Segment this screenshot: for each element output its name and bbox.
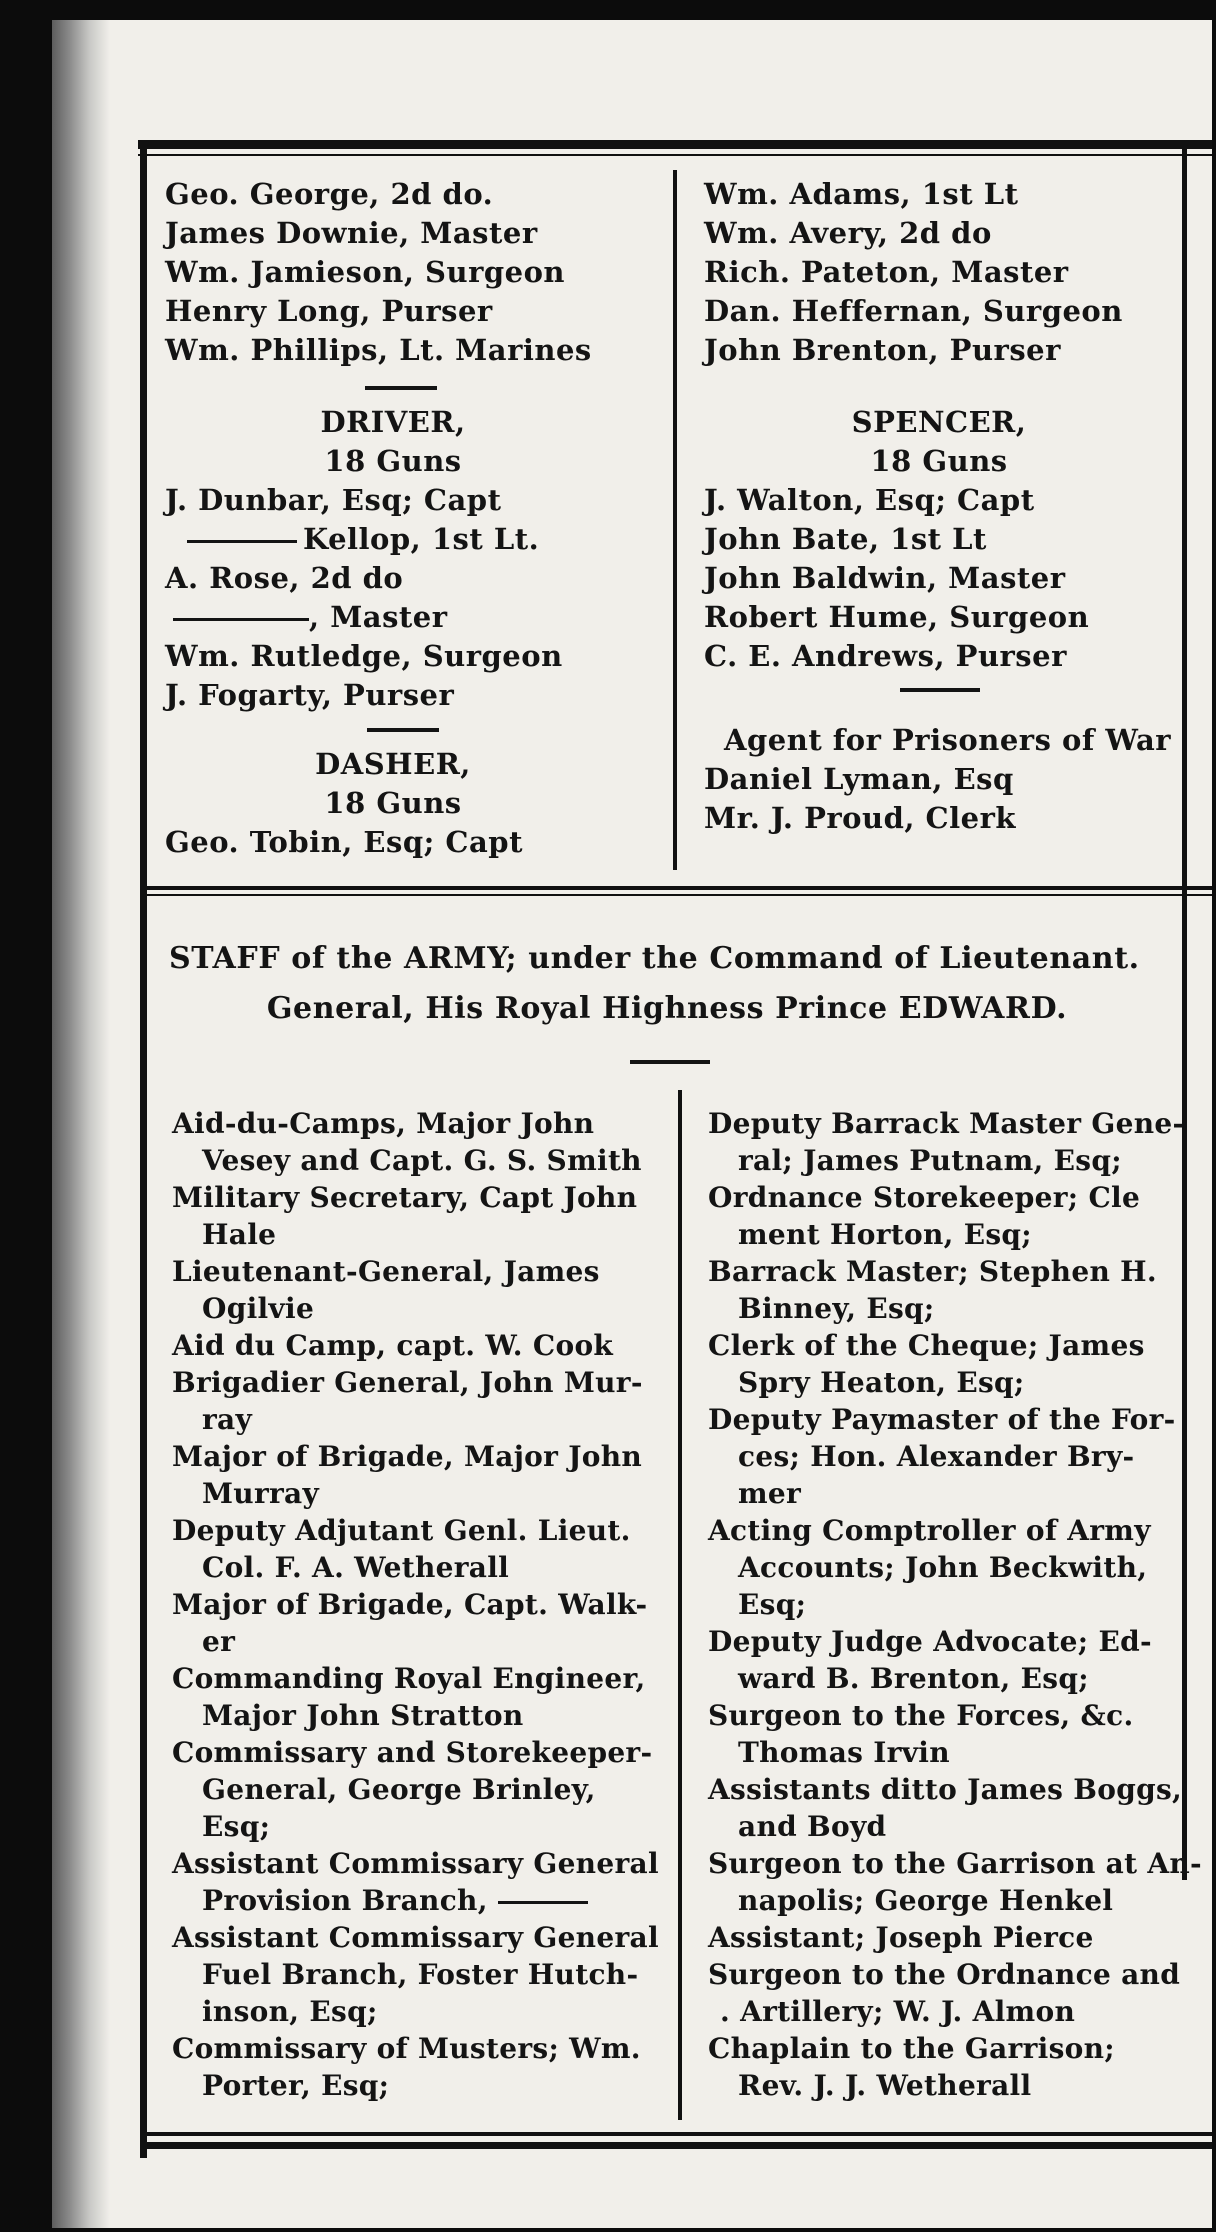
staff-line: Vesey and Capt. G. S. Smith — [202, 1144, 642, 1177]
officer-line-text: , Master — [309, 600, 448, 634]
staff-line: ment Horton, Esq; — [738, 1218, 1032, 1251]
page-binding-shadow — [52, 20, 110, 2228]
frame-bottom-rule-thick — [140, 2142, 1212, 2149]
agent-heading: Agent for Prisoners of War — [724, 723, 1172, 757]
staff-line: Esq; — [202, 1810, 271, 1843]
staff-line: Brigadier General, John Mur- — [172, 1366, 643, 1399]
ship-guns-spencer: 18 Guns — [870, 444, 1008, 478]
officer-line: Wm. Jamieson, Surgeon — [165, 255, 566, 289]
staff-line: Acting Comptroller of Army — [708, 1514, 1151, 1547]
ship-name-spencer: SPENCER, — [851, 405, 1027, 439]
staff-line: Spry Heaton, Esq; — [738, 1366, 1025, 1399]
staff-line: Deputy Adjutant Genl. Lieut. — [172, 1514, 631, 1547]
officer-line: Robert Hume, Surgeon — [704, 600, 1090, 634]
staff-left-column — [172, 20, 672, 2120]
staff-line: Hale — [202, 1218, 277, 1251]
staff-line: ray — [202, 1403, 253, 1436]
staff-line: Military Secretary, Capt John — [172, 1181, 638, 1214]
staff-line: Ogilvie — [202, 1292, 315, 1325]
staff-line: Assistant; Joseph Pierce — [708, 1921, 1094, 1954]
staff-line: and Boyd — [738, 1810, 887, 1843]
staff-line: mer — [738, 1477, 802, 1510]
officer-line: Geo. George, 2d do. — [165, 177, 494, 211]
officer-line: Wm. Rutledge, Surgeon — [165, 639, 563, 673]
staff-line: Lieutenant-General, James — [172, 1255, 600, 1288]
staff-line: Surgeon to the Garrison at An- — [708, 1847, 1202, 1880]
officer-line: Daniel Lyman, Esq — [704, 762, 1014, 796]
officer-line: Dan. Heffernan, Surgeon — [704, 294, 1123, 328]
officer-line: Mr. J. Proud, Clerk — [704, 801, 1016, 835]
staff-line: Commanding Royal Engineer, — [172, 1662, 646, 1695]
staff-line: Thomas Irvin — [738, 1736, 950, 1769]
document-page — [52, 20, 1212, 2228]
staff-line: General, George Brinley, — [202, 1773, 596, 1806]
staff-line: Ordnance Storekeeper; Cle — [708, 1181, 1141, 1214]
staff-line: Deputy Judge Advocate; Ed- — [708, 1625, 1152, 1658]
officer-line: Wm. Avery, 2d do — [704, 216, 992, 250]
staff-line: Rev. J. J. Wetherall — [738, 2069, 1032, 2102]
staff-line: Major of Brigade, Major John — [172, 1440, 643, 1473]
officer-line: Rich. Pateton, Master — [704, 255, 1069, 289]
staff-line: Assistants ditto James Boggs, — [708, 1773, 1183, 1806]
ship-name-driver: DRIVER, — [320, 405, 466, 439]
staff-line: Binney, Esq; — [738, 1292, 935, 1325]
officer-line: C. E. Andrews, Purser — [704, 639, 1067, 673]
staff-line: inson, Esq; — [202, 1995, 378, 2028]
staff-line: Assistant Commissary General — [172, 1921, 659, 1954]
ship-guns-driver: 18 Guns — [324, 444, 462, 478]
officer-line: Wm. Adams, 1st Lt — [704, 177, 1019, 211]
staff-line: Aid-du-Camps, Major John — [172, 1107, 595, 1140]
staff-right-column — [708, 20, 1202, 2120]
staff-heading-line2: General, His Royal Highness Prince EDWARD. — [266, 991, 1068, 1026]
officer-line: Henry Long, Purser — [165, 294, 493, 328]
column-divider-top — [673, 170, 677, 870]
staff-line: Surgeon to the Ordnance and — [708, 1958, 1181, 1991]
staff-line: . Artillery; W. J. Almon — [720, 1995, 1076, 2028]
staff-line: Deputy Paymaster of the For- — [708, 1403, 1176, 1436]
staff-line: Porter, Esq; — [202, 2069, 390, 2102]
staff-line: Assistant Commissary General — [172, 1847, 659, 1880]
officer-line: John Brenton, Purser — [704, 333, 1061, 367]
staff-line: ces; Hon. Alexander Bry- — [738, 1440, 1135, 1473]
officer-line: J. Dunbar, Esq; Capt — [165, 483, 502, 517]
staff-line: ral; James Putnam, Esq; — [738, 1144, 1122, 1177]
staff-line: ward B. Brenton, Esq; — [738, 1662, 1089, 1695]
staff-line: Surgeon to the Forces, &c. — [708, 1699, 1134, 1732]
ship-name-dasher: DASHER, — [315, 747, 471, 781]
officer-line: John Baldwin, Master — [704, 561, 1066, 595]
staff-line: Clerk of the Cheque; James — [708, 1329, 1145, 1362]
officer-line: J. Walton, Esq; Capt — [704, 483, 1035, 517]
staff-line: Chaplain to the Garrison; — [708, 2032, 1115, 2065]
officer-line-text: Kellop, 1st Lt. — [303, 522, 540, 556]
officer-line: Wm. Phillips, Lt. Marines — [165, 333, 592, 367]
staff-line: Col. F. A. Wetherall — [202, 1551, 510, 1584]
staff-line: napolis; George Henkel — [738, 1884, 1114, 1917]
staff-line: er — [202, 1625, 236, 1658]
staff-line: Barrack Master; Stephen H. — [708, 1255, 1157, 1288]
staff-line: Deputy Barrack Master Gene- — [708, 1107, 1185, 1140]
staff-line — [202, 1884, 594, 1917]
officer-line: A. Rose, 2d do — [165, 561, 404, 595]
staff-line: Accounts; John Beckwith, — [738, 1551, 1148, 1584]
staff-heading-line1: STAFF of the ARMY; under the Command of Lieutenant. — [169, 941, 1140, 976]
ship-guns-dasher: 18 Guns — [324, 786, 462, 820]
frame-left-rule — [140, 140, 147, 2158]
staff-line: Murray — [202, 1477, 320, 1510]
officer-line: J. Fogarty, Purser — [165, 678, 455, 712]
staff-line: Major of Brigade, Capt. Walk- — [172, 1588, 648, 1621]
column-divider-bottom — [678, 1090, 682, 2120]
officer-line: Geo. Tobin, Esq; Capt — [165, 825, 523, 859]
blank-name-dash — [498, 1901, 588, 1904]
officer-line: James Downie, Master — [165, 216, 538, 250]
officer-line: John Bate, 1st Lt — [704, 522, 987, 556]
staff-line: Commissary of Musters; Wm. — [172, 2032, 641, 2065]
staff-line: Major John Stratton — [202, 1699, 524, 1732]
staff-line-text: Provision Branch, — [202, 1884, 488, 1917]
staff-line: Commissary and Storekeeper- — [172, 1736, 653, 1769]
staff-line: Fuel Branch, Foster Hutch- — [202, 1958, 639, 1991]
frame-bottom-rule — [140, 2132, 1212, 2136]
staff-line: Aid du Camp, capt. W. Cook — [172, 1329, 614, 1362]
staff-line: Esq; — [738, 1588, 807, 1621]
